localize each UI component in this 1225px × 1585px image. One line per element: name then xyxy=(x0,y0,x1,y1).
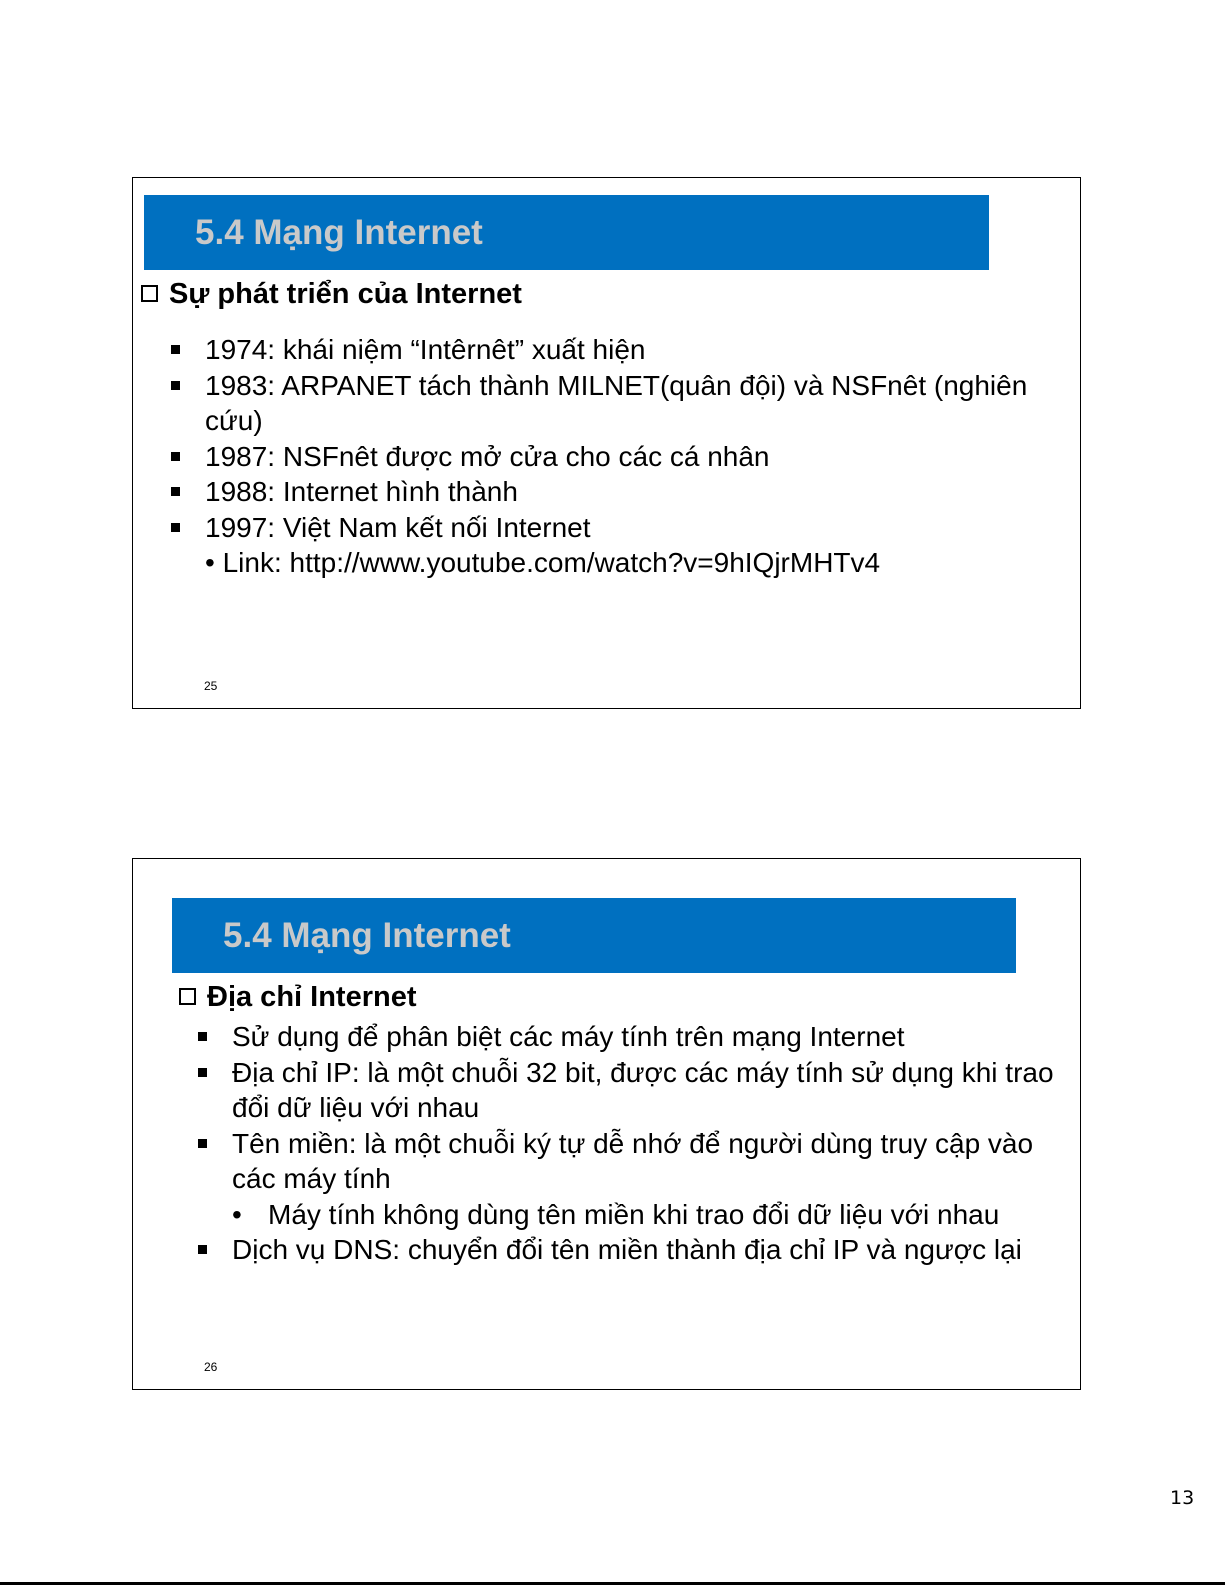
sub-bullet-list xyxy=(232,1197,1077,1233)
list-item xyxy=(232,1232,1077,1268)
list-item-text: Tên miền: là một chuỗi ký tự dễ nhớ để người dùng truy cập vào các máy tính xyxy=(232,1127,1034,1194)
checkbox-bullet-icon xyxy=(141,285,158,302)
square-bullet-icon xyxy=(171,487,180,496)
list-item xyxy=(205,474,1065,510)
list-item-text: 1987: NSFnêt được mở cửa cho các cá nhân xyxy=(205,440,770,472)
list-item xyxy=(232,1055,1077,1126)
section-heading xyxy=(179,980,417,1014)
slide-title: 5.4 Mạng Internet xyxy=(223,916,511,955)
checkbox-bullet-icon xyxy=(179,988,196,1005)
list-item xyxy=(205,510,1065,581)
list-item-text: 1997: Việt Nam kết nối Internet xyxy=(205,511,591,543)
list-item-text: Sử dụng để phân biệt các máy tính trên mạng Internet xyxy=(232,1021,905,1052)
square-bullet-icon xyxy=(171,452,180,461)
list-item-text: Dịch vụ DNS: chuyển đổi tên miền thành địa chỉ IP và ngược lại xyxy=(232,1234,1022,1265)
page-number: 13 xyxy=(1170,1487,1195,1509)
list-item xyxy=(205,332,1065,368)
slide-25 xyxy=(132,177,1081,709)
list-item xyxy=(205,368,1065,439)
square-bullet-icon xyxy=(198,1032,207,1041)
bullet-list xyxy=(205,332,1065,581)
sub-list-item xyxy=(232,1197,1077,1233)
list-item xyxy=(232,1019,1077,1055)
section-heading-text: Sự phát triển của Internet xyxy=(169,278,522,310)
square-bullet-icon xyxy=(171,381,180,390)
section-heading-text: Địa chỉ Internet xyxy=(207,981,417,1013)
slide-26 xyxy=(132,858,1081,1390)
dot-bullet-icon: • xyxy=(205,547,223,578)
sub-list-item-text: Máy tính không dùng tên miền khi trao đổi dữ liệu với nhau xyxy=(268,1198,1000,1230)
slide-title-bar xyxy=(172,898,1016,973)
list-item-text: 1983: ARPANET tách thành MILNET(quân đội) và NSFnêt (nghiên cứu) xyxy=(205,369,1028,436)
square-bullet-icon xyxy=(198,1139,207,1148)
square-bullet-icon xyxy=(198,1245,207,1254)
slide-title-bar xyxy=(144,195,989,270)
slide-number: 25 xyxy=(204,679,218,693)
bullet-list xyxy=(232,1019,1077,1268)
dot-bullet-icon: • xyxy=(232,1198,242,1230)
slide-number: 26 xyxy=(204,1360,218,1374)
list-item xyxy=(232,1126,1077,1233)
slide-title: 5.4 Mạng Internet xyxy=(195,213,483,252)
sub-list-item[interactable] xyxy=(205,545,1065,581)
list-item xyxy=(205,439,1065,475)
sub-bullet-list xyxy=(205,545,1065,581)
list-item-text: 1988: Internet hình thành xyxy=(205,476,518,507)
square-bullet-icon xyxy=(171,523,180,532)
square-bullet-icon xyxy=(198,1068,207,1077)
youtube-link[interactable]: Link: http://www.youtube.com/watch?v=9hIQjrMHTv4 xyxy=(222,547,881,578)
square-bullet-icon xyxy=(171,345,180,354)
list-item-text: Địa chỉ IP: là một chuỗi 32 bit, được các máy tính sử dụng khi trao đổi dữ liệu với nhau xyxy=(232,1056,1054,1123)
list-item-text: 1974: khái niệm “Intêrnêt” xuất hiện xyxy=(205,334,646,365)
section-heading xyxy=(141,277,522,311)
